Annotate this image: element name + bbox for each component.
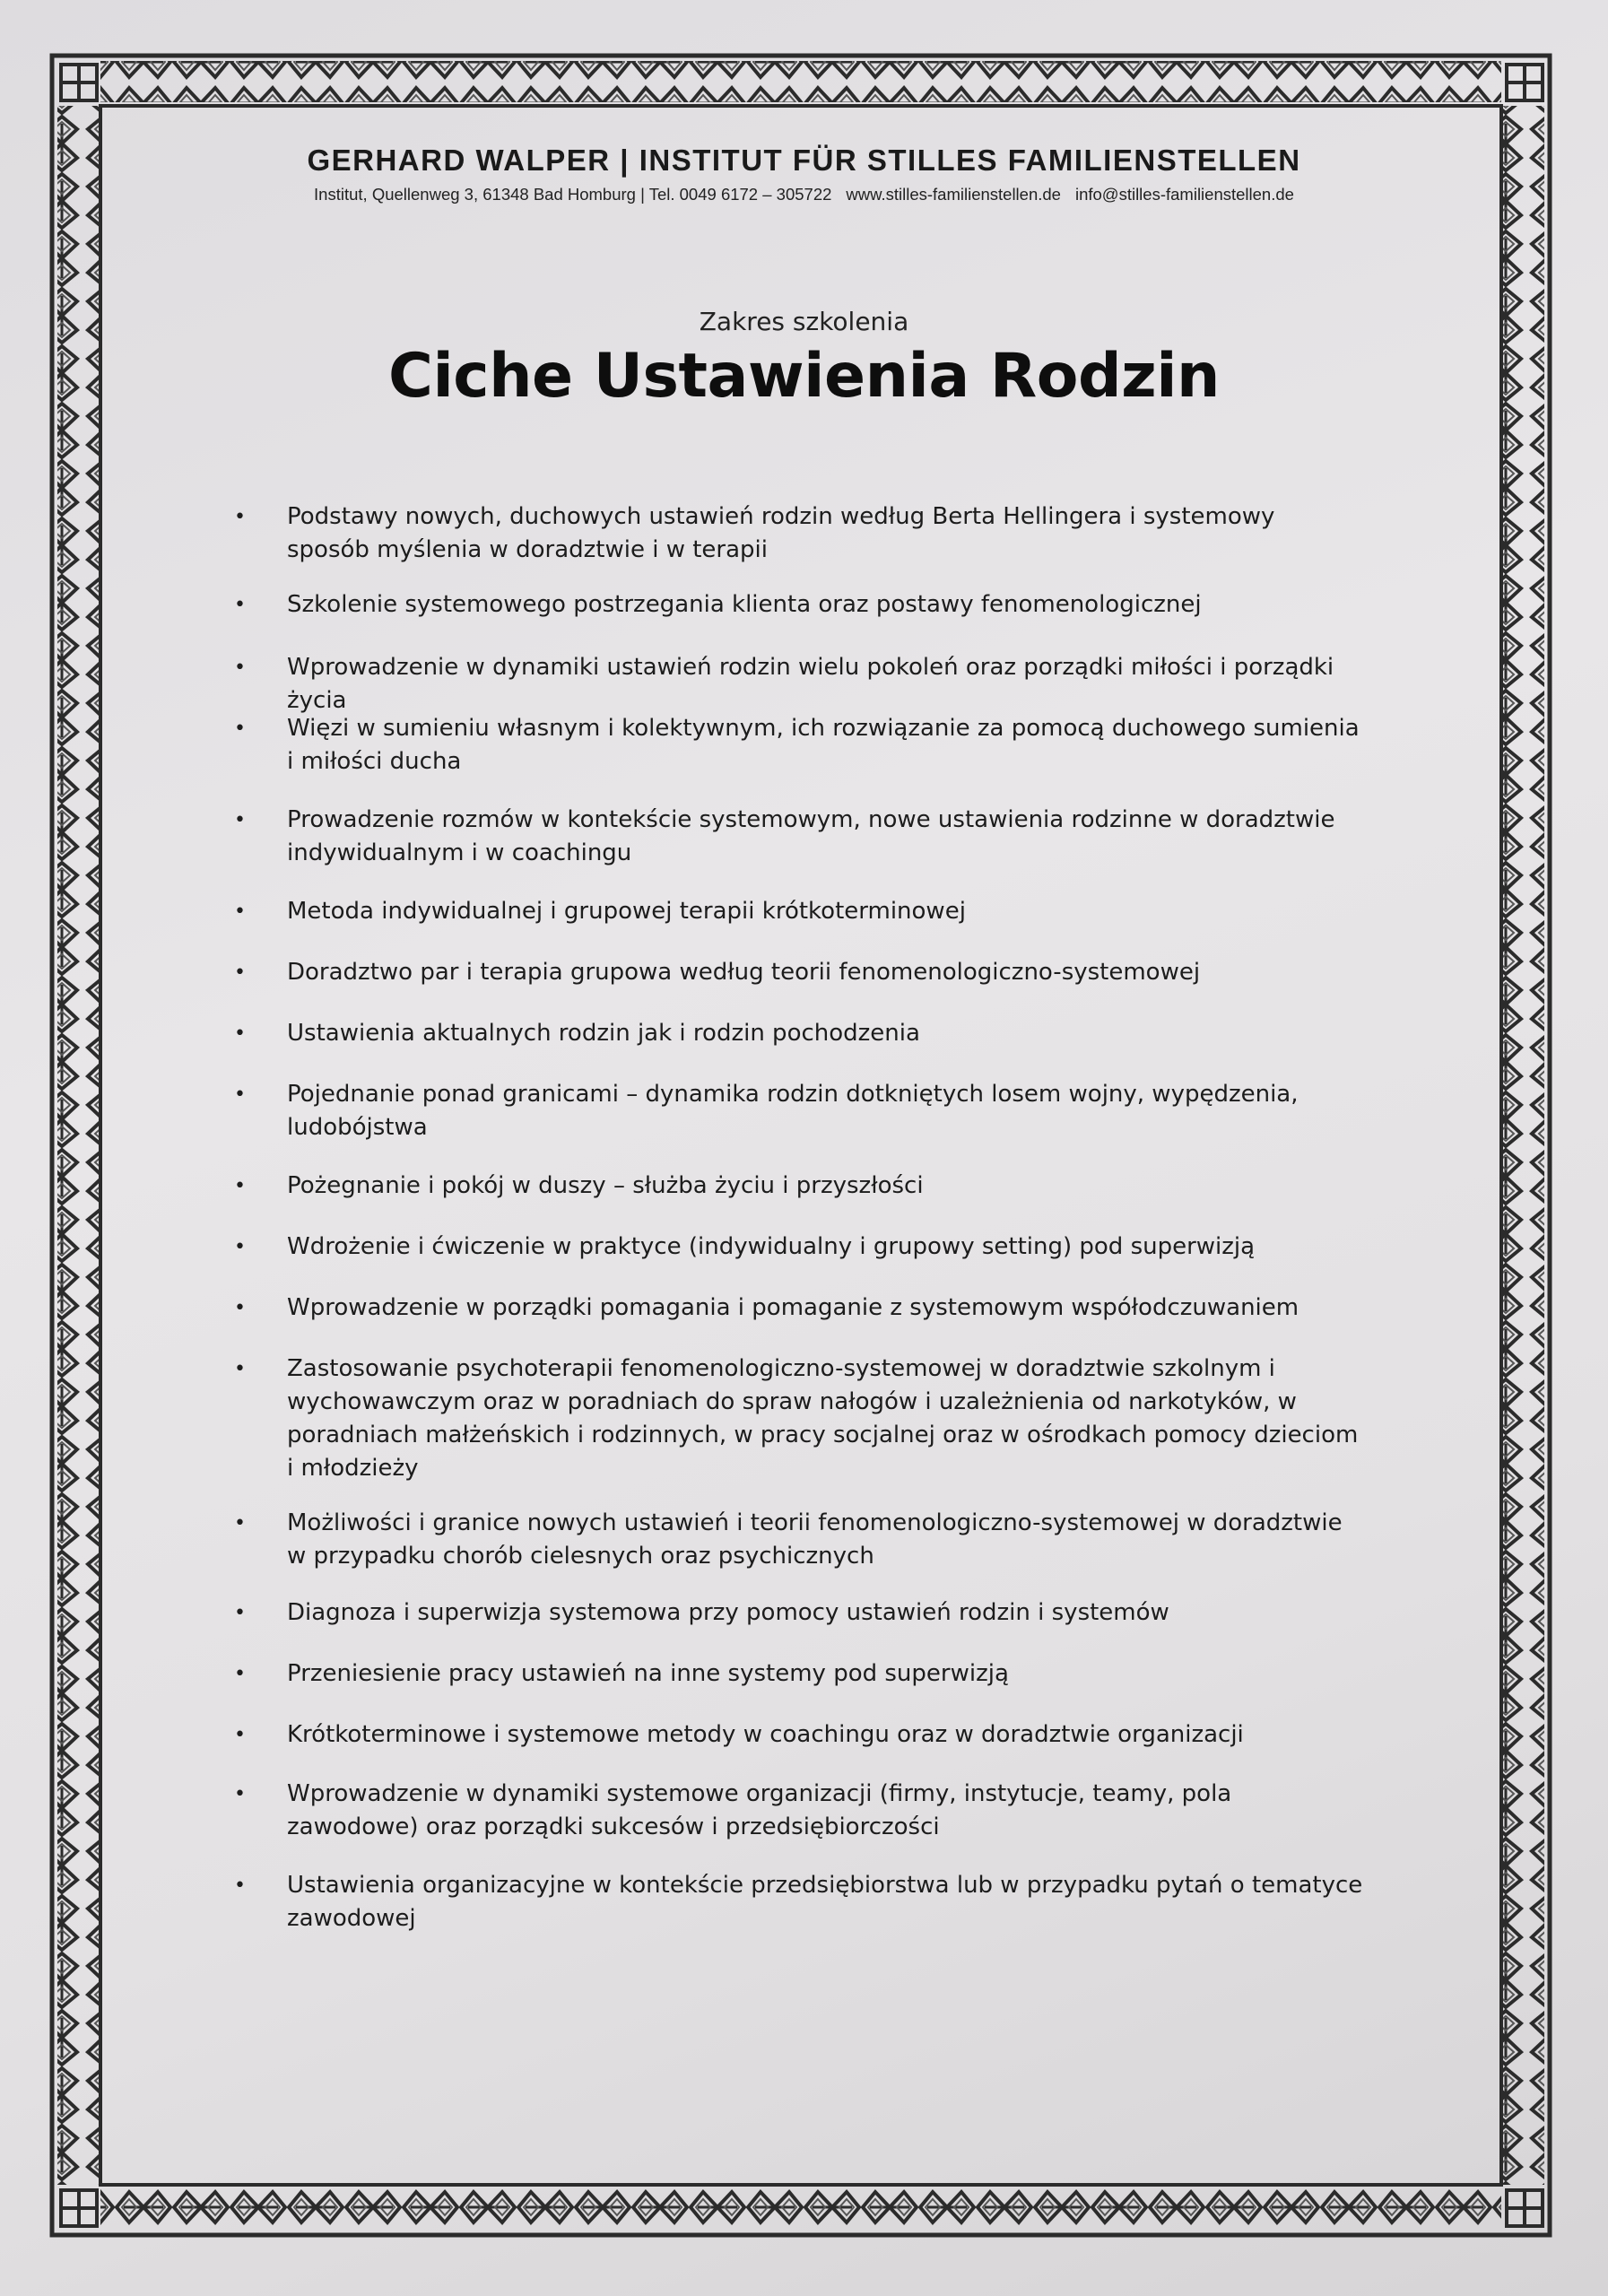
letterhead-title: GERHARD WALPER | INSTITUT FÜR STILLES FAMILIENSTELLEN	[307, 144, 1301, 177]
list-item	[229, 1718, 1395, 1752]
list-item	[229, 1507, 1395, 1573]
list-item	[229, 1292, 1395, 1325]
list-item	[229, 1231, 1395, 1264]
list-item	[229, 1778, 1395, 1844]
bullet-icon: •	[234, 1724, 246, 1746]
list-item	[229, 1869, 1395, 1935]
letterhead-website: www.stilles-familienstellen.de	[846, 185, 1061, 204]
bullet-icon: •	[234, 1297, 246, 1319]
list-item-text: Diagnoza i superwizja systemowa przy pomocy ustawień rodzin i systemów	[287, 1599, 1169, 1626]
list-item-text: Wdrożenie i ćwiczenie w praktyce (indywidualny i grupowy setting) pod superwizją	[287, 1233, 1256, 1260]
list-item-text: Ustawienia organizacyjne w kontekście przedsiębiorstwa lub w przypadku pytań o tematyce zawodowej	[287, 1872, 1363, 1932]
list-item	[229, 956, 1395, 989]
list-item-text: Ustawienia aktualnych rodzin jak i rodzin pochodzenia	[287, 1020, 920, 1047]
list-item-text: Pożegnanie i pokój w duszy – służba życiu i przyszłości	[287, 1172, 924, 1199]
list-item-text: Pojednanie ponad granicami – dynamika rodzin dotkniętych losem wojny, wypędzenia, ludobójstwa	[287, 1081, 1299, 1141]
bullet-icon: •	[234, 1175, 246, 1197]
bullet-icon: •	[234, 657, 246, 679]
bullet-icon: •	[234, 1083, 246, 1106]
list-item	[229, 500, 1395, 567]
list-item	[229, 712, 1395, 778]
document-subtitle: Zakres szkolenia	[699, 307, 909, 336]
bullet-icon: •	[234, 1512, 246, 1535]
letterhead-contact	[117, 185, 1491, 204]
list-item-text: Zastosowanie psychoterapii fenomenologiczno-systemowej w doradztwie szkolnym i wychowawczym oraz w poradniach do spraw nałogów i uzależnienia od narkotyków, w poradniach małżeńskich i rodzinnych, w pracy socjalnej oraz w ośrodkach pomocy dzieciom i młodzieży	[287, 1355, 1359, 1482]
bullet-icon: •	[234, 718, 246, 740]
list-item-text: Prowadzenie rozmów w kontekście systemowym, nowe ustawienia rodzinne w doradztwie indywidualnym i w coachingu	[287, 806, 1335, 866]
bullet-icon: •	[234, 1663, 246, 1685]
bullet-icon: •	[234, 1236, 246, 1258]
list-item-text: Metoda indywidualnej i grupowej terapii krótkoterminowej	[287, 898, 966, 925]
list-item-text: Wprowadzenie w dynamiki ustawień rodzin wielu pokoleń oraz porządki miłości i porządki życia	[287, 654, 1334, 714]
list-item-text: Przeniesienie pracy ustawień na inne systemy pod superwizją	[287, 1660, 1009, 1687]
list-item	[229, 1657, 1395, 1691]
list-item	[229, 804, 1395, 870]
letterhead	[117, 144, 1491, 204]
list-item	[229, 1352, 1395, 1485]
list-item-text: Podstawy nowych, duchowych ustawień rodzin według Berta Hellingera i systemowy sposób myślenia w doradztwie i w terapii	[287, 503, 1275, 563]
bullet-icon: •	[234, 809, 246, 831]
letterhead-address: Institut, Quellenweg 3, 61348 Bad Homburg | Tel. 0049 6172 – 305722	[314, 185, 832, 204]
bullet-icon: •	[234, 961, 246, 984]
list-item-text: Krótkoterminowe i systemowe metody w coachingu oraz w doradztwie organizacji	[287, 1721, 1244, 1748]
list-item	[229, 651, 1395, 718]
list-item-text: Doradztwo par i terapia grupowa według teorii fenomenologiczno-systemowej	[287, 959, 1201, 986]
letterhead-email: info@stilles-familienstellen.de	[1074, 185, 1294, 204]
list-item-text: Więzi w sumieniu własnym i kolektywnym, ich rozwiązanie za pomocą duchowego sumienia i miłości ducha	[287, 715, 1360, 775]
bullet-icon: •	[234, 900, 246, 923]
list-item	[229, 1017, 1395, 1050]
list-item-text: Wprowadzenie w dynamiki systemowe organizacji (firmy, instytucje, teamy, pola zawodowe) oraz porządki sukcesów i przedsiębiorczości	[287, 1780, 1232, 1840]
bullet-icon: •	[234, 506, 246, 528]
bullet-icon: •	[234, 1602, 246, 1624]
bullet-icon: •	[234, 1358, 246, 1380]
document-title: Ciche Ustawienia Rodzin	[388, 341, 1220, 412]
bullet-icon: •	[234, 594, 246, 616]
bullet-icon: •	[234, 1783, 246, 1805]
list-item	[229, 1170, 1395, 1203]
bullet-icon: •	[234, 1874, 246, 1897]
list-item-text: Szkolenie systemowego postrzegania klienta oraz postawy fenomenologicznej	[287, 591, 1202, 618]
list-item-text: Możliwości i granice nowych ustawień i teorii fenomenologiczno-systemowej w doradztwie w przypadku chorób cielesnych oraz psychicznych	[287, 1509, 1343, 1570]
list-item	[229, 895, 1395, 928]
bullet-icon: •	[234, 1022, 246, 1045]
list-item	[229, 1596, 1395, 1630]
list-item	[229, 1078, 1395, 1144]
list-item	[229, 588, 1395, 622]
list-item-text: Wprowadzenie w porządki pomagania i pomaganie z systemowym współodczuwaniem	[287, 1294, 1299, 1321]
